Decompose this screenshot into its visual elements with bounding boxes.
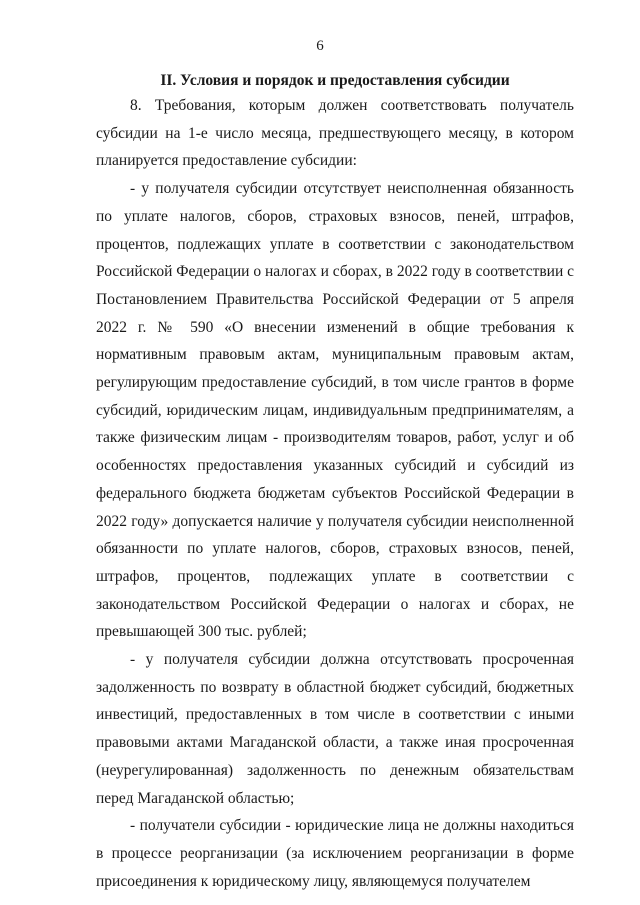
paragraph-overdue-debt: - у получателя субсидии должна отсутствовать просроченная задолженность по возврату в областной бюджет субсидий, бюджетных инвестиций, предоставленных в том числе в соответствии с иными правовыми актами Магаданской области, а также иная просроченная (неурегулированная) задолженность по денежным обязательствам перед Магаданской областью;	[96, 651, 574, 807]
paragraph-reorganization: - получатели субсидии - юридические лица не должны находиться в процессе реорганизации (за исключением реорганизации в форме присоединения к юридическому лицу, являющемуся получателем	[96, 817, 574, 890]
section-title: II. Условия и порядок и предоставления субсидии	[160, 72, 510, 89]
paragraph-requirements-intro: 8. Требования, которым должен соответствовать получатель субсидии на 1-е число месяца, предшествующего месяцу, в котором планируется предоставление субсидии:	[96, 97, 574, 170]
document-body	[96, 92, 574, 895]
paragraph-tax-obligations: - у получателя субсидии отсутствует неисполненная обязанность по уплате налогов, сборов, страховых взносов, пеней, штрафов, процентов, подлежащих уплате в соответствии с законодательством Российской Федерации о налогах и сборах, в 2022 году в соответствии с Постановлением Правительства Российской Федерации от 5 апреля 2022 г. № 590 «О внесении изменений в общие требования к нормативным правовым актам, муниципальным правовым актам, регулирующим предоставление субсидий, в том числе грантов в форме субсидий, юридическим лицам, индивидуальным предпринимателям, а также физическим лицам - производителям товаров, работ, услуг и об особенностях предоставления указанных субсидий и субсидий из федерального бюджета бюджетам субъектов Российской Федерации в 2022 году» допускается наличие у получателя субсидии неисполненной обязанности по уплате налогов, сборов, страховых взносов, пеней, штрафов, процентов, подлежащих уплате в соответствии с законодательством Российской Федерации о налогах и сборах, не превышающей 300 тыс. рублей;	[96, 180, 575, 641]
page-number: 6	[316, 38, 324, 54]
